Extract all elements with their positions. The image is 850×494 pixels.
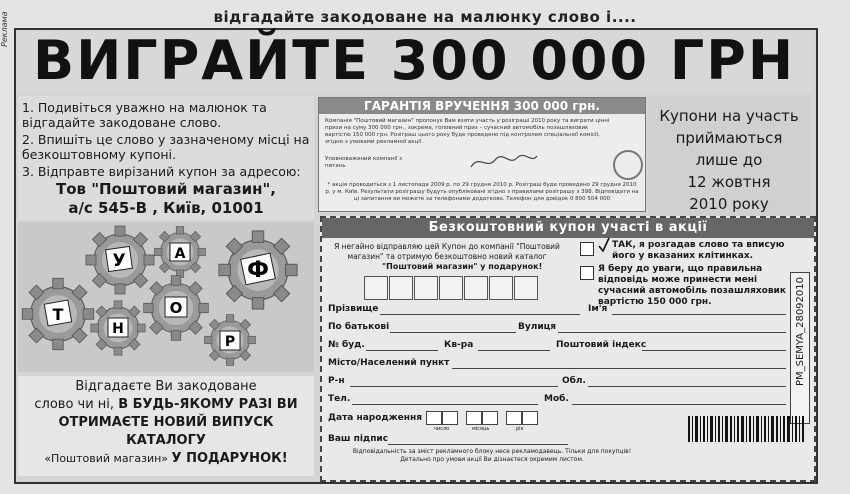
gear-letter-2: А — [174, 246, 186, 262]
guarantee-panel — [318, 97, 646, 212]
coupon-title: Безкоштовний купон участі в акції — [322, 218, 814, 238]
gear-letter-5: О — [169, 299, 183, 317]
district-field[interactable] — [350, 386, 558, 387]
deadline-line-5: 2010 року — [689, 195, 769, 213]
street-field[interactable] — [558, 332, 786, 333]
apartment-label: Кв-ра — [444, 340, 474, 350]
letter-box-6[interactable] — [489, 276, 513, 300]
patronymic-field[interactable] — [390, 332, 516, 333]
step-1: 1. Подивіться уважно на малюнок та відгадайте закодоване слово. — [22, 100, 267, 130]
birthdate-label: Дата народження — [328, 413, 422, 423]
gear-letter-6: Н — [112, 321, 124, 337]
deadline-line-1: Купони на участь — [659, 107, 799, 125]
gear-letter-3: Ф — [247, 258, 269, 283]
option-consent-checkbox[interactable] — [580, 266, 594, 280]
birth-month-caption: місяць — [472, 426, 490, 432]
coupon-footnote-1: Відповідальність за зміст рекламного блоку несе рекламодавець. Тільки для покупців! — [352, 448, 632, 455]
deadline-line-4: 12 жовтня — [687, 173, 771, 191]
birth-day-box-1[interactable] — [426, 411, 442, 425]
letter-box-7[interactable] — [514, 276, 538, 300]
option-yes-text: ТАК, я розгадав слово та вписую його у вказаних клітинках. — [612, 240, 785, 261]
letter-box-4[interactable] — [439, 276, 463, 300]
signature-label: Ваш підпис — [328, 434, 389, 444]
birth-month-box-1[interactable] — [466, 411, 482, 425]
district-label: Р-н — [328, 376, 345, 386]
gear-letter-7: Р — [224, 334, 236, 350]
promo-line-1: Відгадаєте Ви закодоване — [75, 379, 257, 394]
region-field[interactable] — [588, 386, 786, 387]
headline: ВИГРАЙТЕ 300 000 ГРН — [16, 30, 812, 92]
gear-letter-1: У — [112, 251, 126, 271]
advertisement-label: Реклама — [0, 11, 9, 47]
letter-box-5[interactable] — [464, 276, 488, 300]
option-yes-checkbox[interactable] — [580, 242, 594, 256]
building-label: № буд. — [328, 340, 365, 350]
step-3: 3. Відправте вирізаний купон за адресою: — [22, 164, 301, 179]
patronymic-label: По батькові — [328, 322, 390, 332]
instructions-panel — [18, 96, 314, 220]
address-line-2: а/с 545-В , Київ, 01001 — [68, 199, 264, 217]
coupon-footnote-2: Детально про умови акції Ви дізнаєтеся окремим листом. — [400, 456, 584, 463]
name-label: Ім'я — [588, 304, 608, 314]
deadline-panel — [648, 97, 810, 219]
street-label: Вулиця — [518, 322, 557, 332]
region-label: Обл. — [562, 376, 586, 386]
promo-line-2-bold: В БУДЬ-ЯКОМУ РАЗІ ВИ — [118, 397, 298, 412]
guarantee-title: ГАРАНТІЯ ВРУЧЕННЯ 300 000 грн. — [319, 98, 645, 114]
option-consent-text: Я беру до уваги, що правильна відповідь може принести мені сучасний автомобіль позашляховик вартістю 150 000 грн. — [598, 264, 786, 307]
building-field[interactable] — [366, 350, 438, 351]
birth-day-box-2[interactable] — [442, 411, 458, 425]
promo-line-2 — [18, 396, 314, 414]
birth-year-box-1[interactable] — [506, 411, 522, 425]
guarantee-body: Компанія "Поштовий магазин" пропонує Вам взяти участь у розіграші 2010 року та виграти цінні призи на суму 300 000 грн., зокрема, головний приз – сучасний автомобіль позашляховик вартістю 150 000 грн. Розіграш цього року буде проведено під контролем спеціальної комісії, згідно з умовами рекламної акції. — [325, 118, 610, 145]
mobile-label: Моб. — [544, 394, 569, 404]
guarantee-signer: Уповноважений компанії з питань — [325, 156, 403, 169]
letter-box-2[interactable] — [389, 276, 413, 300]
birth-month-box-2[interactable] — [482, 411, 498, 425]
signature-mark — [469, 152, 539, 172]
promo-line-4 — [18, 450, 314, 468]
city-field[interactable] — [452, 368, 786, 369]
deadline-line-3: лише до — [695, 151, 763, 169]
postcode-label: Поштовий індекс — [556, 340, 647, 350]
gears-puzzle — [18, 222, 314, 372]
check-mark-icon — [598, 237, 610, 253]
surname-label: Прізвище — [328, 304, 379, 314]
postcode-field[interactable] — [642, 350, 786, 351]
coupon-serial — [790, 272, 810, 424]
city-label: Місто/Населений пункт — [328, 358, 450, 368]
gear-letter-4: Т — [52, 305, 64, 324]
phone-field[interactable] — [352, 404, 538, 405]
coupon-agree-text: Я негайно відправляю цей Купон до компанії "Поштовий магазин" та отримую безкоштовно новий каталог — [334, 242, 560, 261]
promo-line-4-normal: «Поштовий магазин» — [44, 452, 172, 465]
tagline: відгадайте закодоване на малюнку слово і.... — [213, 8, 637, 26]
coupon-gift-text: "Поштовий магазин" у подарунок! — [382, 262, 543, 271]
answer-letter-boxes — [364, 276, 539, 298]
promo-panel — [18, 376, 314, 476]
deadline-line-2: приймаються — [675, 129, 783, 147]
stamp-icon — [613, 150, 643, 180]
birth-day-caption: число — [434, 426, 450, 432]
name-field[interactable] — [612, 314, 786, 315]
letter-box-1[interactable] — [364, 276, 388, 300]
barcode-icon — [688, 416, 804, 442]
coupon-form — [320, 216, 816, 482]
guarantee-terms: * акція проводиться з 1 листопада 2009 р. по 29 грудня 2010 р. Розіграш буде проведено 29 грудня 2010 р. у м. Київ. Результати розіграшу будуть опубліковані згідно з правилами розіграшу з 398. Відповідати на ці запитання ви можете за телефонами додатково. Телефон для довідок 0 800 504 000 — [325, 182, 639, 202]
step-2: 2. Впишіть це слово у зазначеному місці на безкоштовному купоні. — [22, 132, 310, 162]
promo-line-2-normal: слово чи ні, — [34, 397, 119, 412]
mobile-field[interactable] — [572, 404, 786, 405]
phone-label: Тел. — [328, 394, 351, 404]
promo-line-3: ОТРИМАЄТЕ НОВИЙ ВИПУСК КАТАЛОГУ — [58, 415, 274, 448]
signature-field[interactable] — [388, 444, 568, 445]
address-line-1: Тов "Поштовий магазин", — [55, 180, 277, 198]
coupon-serial-text: РМ_SEMYA_28092010 — [794, 277, 806, 387]
surname-field[interactable] — [380, 314, 580, 315]
promo-line-4-bold: У ПОДАРУНОК! — [171, 451, 288, 466]
birth-year-box-2[interactable] — [522, 411, 538, 425]
birth-year-caption: рік — [516, 426, 524, 432]
letter-box-3[interactable] — [414, 276, 438, 300]
apartment-field[interactable] — [478, 350, 550, 351]
